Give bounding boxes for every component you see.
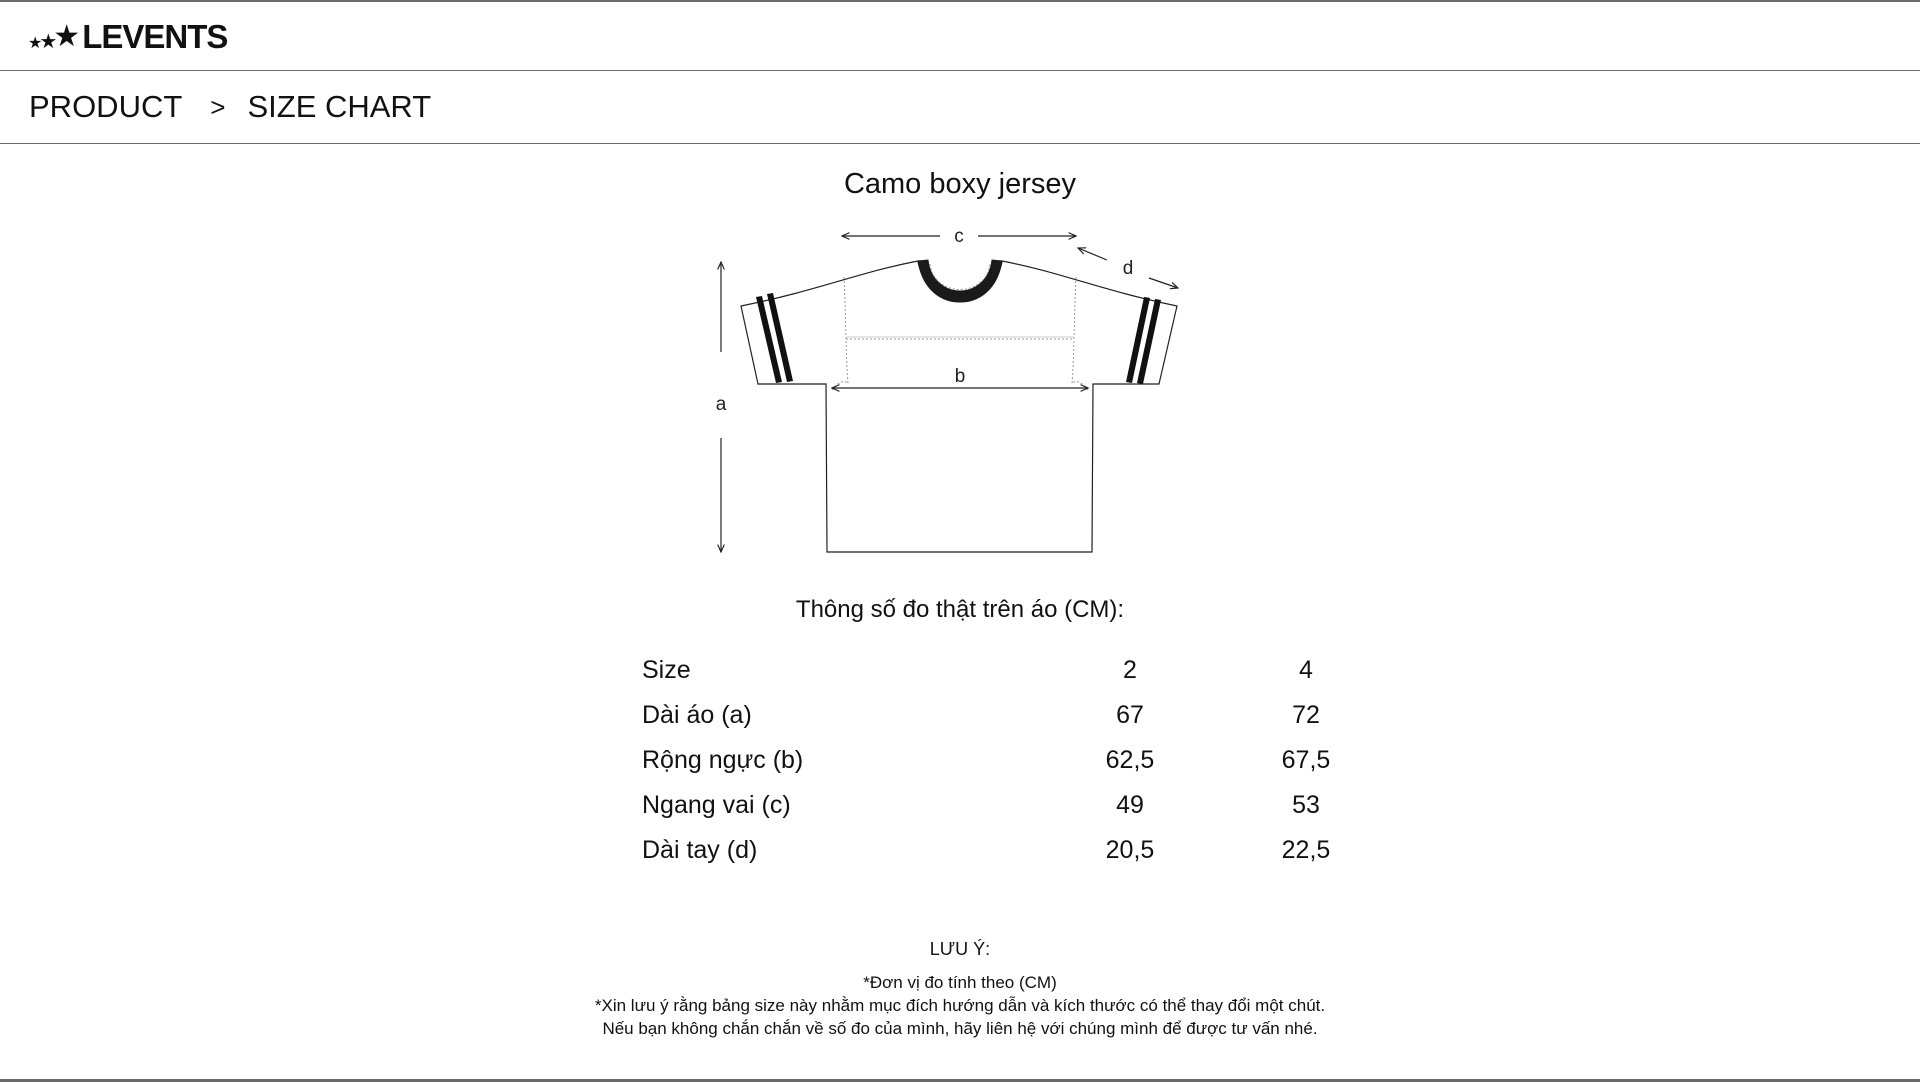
breadcrumb-separator: > — [210, 91, 226, 122]
table-row — [642, 783, 1394, 828]
breadcrumb-item-product[interactable]: PRODUCT — [29, 89, 183, 124]
table-header-size: 2 — [1123, 656, 1137, 684]
row-value: 22,5 — [1281, 836, 1331, 864]
row-label: Dài tay (d) — [642, 836, 758, 864]
table-row — [642, 693, 1394, 738]
table-row — [642, 828, 1394, 873]
row-value: 67 — [1116, 701, 1144, 729]
row-value: 53 — [1292, 791, 1320, 819]
product-title: Camo boxy jersey — [843, 168, 1077, 200]
row-value: 62,5 — [1105, 746, 1155, 774]
row-value: 72 — [1292, 701, 1320, 729]
row-value: 49 — [1116, 791, 1144, 819]
breadcrumb — [29, 89, 431, 125]
measure-d-line-left — [1078, 248, 1107, 260]
note-line: *Xin lưu ý rằng bảng size này nhằm mục đích hướng dẫn và kích thước có thể thay đổi một chút. — [594, 996, 1326, 1015]
measure-d-line-right — [1149, 278, 1178, 288]
note-line: *Đơn vị đo tính theo (CM) — [863, 973, 1057, 992]
brand-logo[interactable] — [28, 20, 227, 53]
row-label: Dài áo (a) — [642, 701, 752, 729]
row-label: Ngang vai (c) — [642, 791, 791, 819]
tshirt-measurement-diagram — [700, 220, 1200, 560]
measure-b-label: b — [954, 366, 966, 387]
notes-title: LƯU Ý: — [929, 939, 991, 959]
row-label: Rộng ngực (b) — [642, 746, 804, 774]
row-value: 67,5 — [1281, 746, 1331, 774]
measure-d-label: d — [1122, 258, 1134, 279]
stars-icon: ★ ★ ★ — [28, 19, 81, 53]
size-table — [642, 648, 1394, 873]
brand-name: LEVENTS — [82, 18, 228, 55]
top-header — [0, 0, 1920, 71]
breadcrumb-bar — [0, 71, 1920, 144]
tshirt-body — [741, 261, 1177, 552]
notes-section — [0, 938, 1920, 1040]
size-table-heading: Thông số đo thật trên áo (CM): — [795, 596, 1125, 623]
note-line: Nếu bạn không chắn chắn về số đo của mình, hãy liên hệ với chúng mình để được tư vấn nhé. — [602, 1019, 1318, 1038]
table-header-label: Size — [642, 656, 691, 684]
table-header-size: 4 — [1299, 656, 1313, 684]
measure-a-label: a — [715, 394, 727, 415]
table-row — [642, 738, 1394, 783]
table-header-row — [642, 648, 1394, 693]
row-value: 20,5 — [1105, 836, 1155, 864]
breadcrumb-item-size-chart[interactable]: SIZE CHART — [247, 89, 432, 124]
measure-c-label: c — [954, 226, 964, 247]
